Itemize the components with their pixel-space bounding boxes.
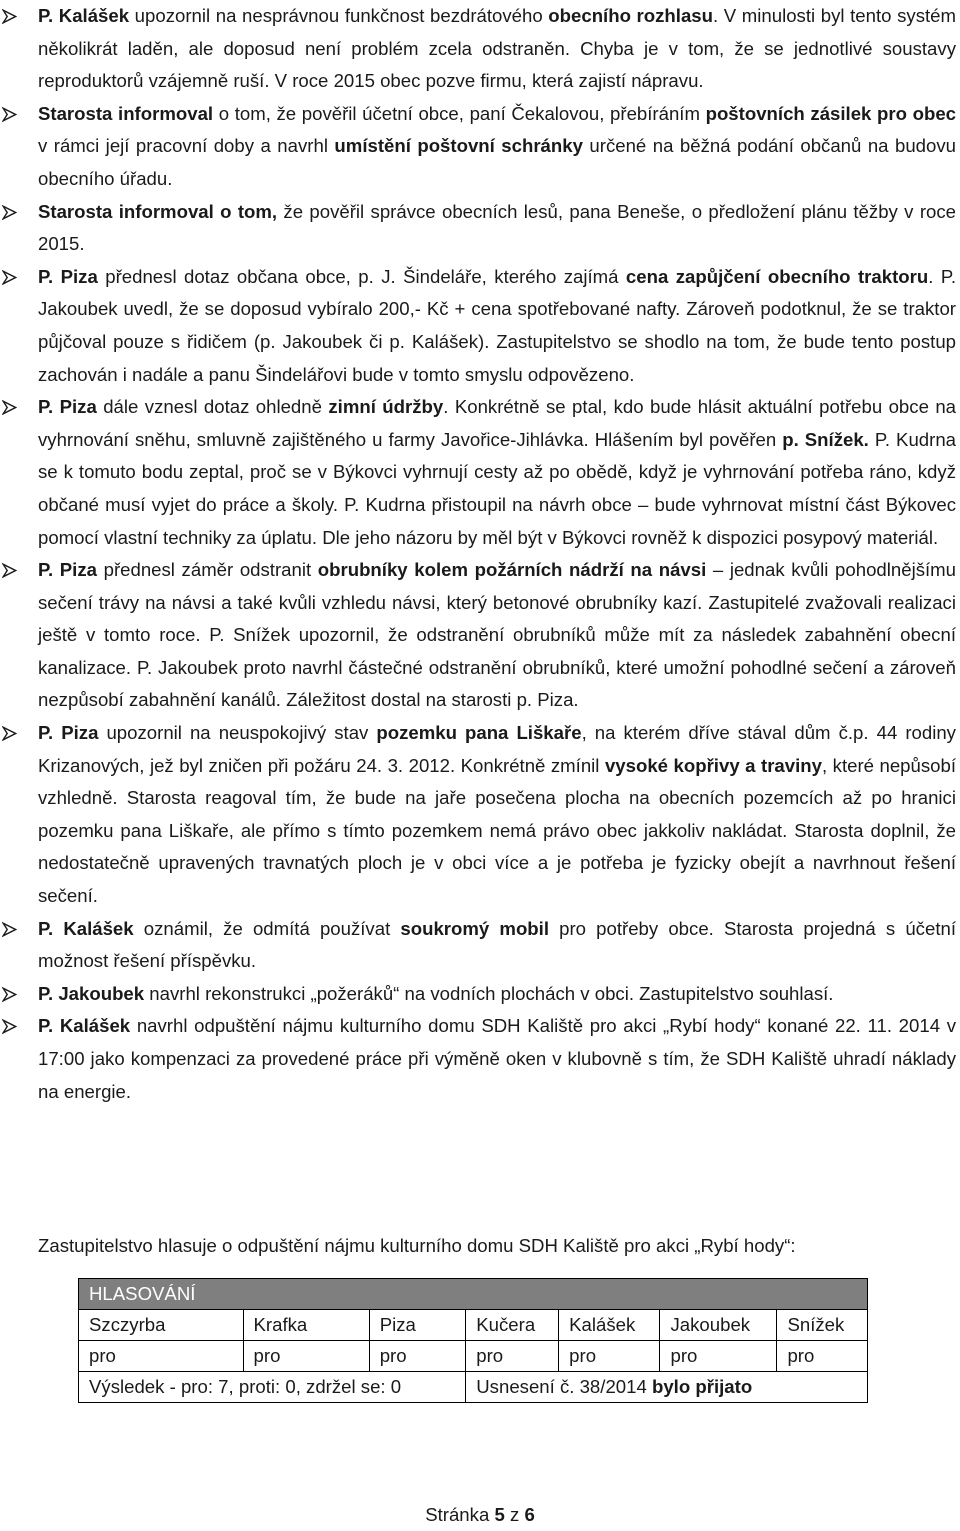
minutes-item [0,391,960,554]
footer-page-label: Stránka [425,1504,495,1525]
emphasis-text: P. Piza [38,396,97,418]
body-text: oznámil, že odmítá používat [133,917,401,939]
voter-name: Kalášek [559,1310,660,1341]
emphasis-text: P. Jakoubek [38,982,145,1004]
vote-value: pro [559,1341,660,1372]
minutes-item [0,0,960,98]
body-text: P. Kudrna se k tomuto bodu zeptal, proč se v Býkovci vyhrnují cesty až po obědě, když je vyhrnování potřeba ráno, když občané musí vyjet do práce a školy. P. Kudrna přistoupil na návrh obce – bude vyhrnovat místní část Býkovec pomocí vlastní techniky za úplatu. Dle jeho názoru by měl být v Býkovci rovněž k dispozici posypový materiál. [38,428,956,548]
vote-value: pro [777,1341,868,1372]
emphasis-text: Starosta informoval [38,102,214,124]
body-text: , které nepůsobí vzhledně. Starosta reagoval tím, že bude na jaře posečena plocha na obecních pozemcích až po hranici pozemku pana Liškaře, ale přímo s tímto pozemkem nemá právo obec jakkoliv nakládat. Starosta doplnil, že nedostatečně upravených travnatých ploch je v obci více a je potřeba je fyzicky obejít a navrhnout řešení sečení. [38,754,956,907]
voter-name: Snížek [777,1310,868,1341]
arrowhead-bullet-icon [0,98,38,131]
body-text: navrhl odpuštění nájmu kulturního domu SDH Kaliště pro akci „Rybí hody“ konané 22. 11. 2014 v 17:00 jako kompenzaci za provedené práce při výměně oken v klubovně s tím, že SDH Kaliště uhradí náklady na energie. [38,1015,957,1102]
voting-result-row [79,1372,868,1403]
vote-result: Výsledek - pro: 7, proti: 0, zdržel se: 0 [79,1372,466,1403]
emphasis-text: poštovních zásilek pro obec [705,102,956,124]
minutes-item [0,978,960,1011]
voting-header: HLASOVÁNÍ [79,1279,868,1310]
body-text: o tom, že pověřil účetní obce, paní Čekalovou, přebíráním [213,102,706,124]
vote-value: pro [369,1341,466,1372]
resolution-number: Usnesení č. 38/2014 [476,1376,652,1397]
emphasis-text: umístění poštovní schránky [334,135,583,157]
voter-name: Piza [369,1310,466,1341]
arrowhead-bullet-icon [0,554,38,587]
voter-name: Jakoubek [660,1310,777,1341]
emphasis-text: zimní údržby [328,396,444,418]
voter-name: Kučera [466,1310,559,1341]
emphasis-text: obrubníky kolem požárních nádrží na návsi [317,559,707,581]
minutes-item [0,913,960,978]
body-text: přednesl dotaz občana obce, p. J. Šindeláře, kterého zajímá [97,265,626,287]
arrowhead-bullet-icon [0,196,38,229]
emphasis-text: P. Kalášek [38,1015,131,1037]
resolution-cell [466,1372,868,1403]
emphasis-text: p. Snížek. [782,428,869,450]
body-text: přednesl záměr odstranit [97,559,318,581]
vote-value: pro [79,1341,244,1372]
voting-header-row [79,1279,868,1310]
voter-name: Krafka [243,1310,369,1341]
body-text: pro potřeby obce. Starosta projedná s účetní možnost řešení příspěvku. [38,917,956,972]
page-footer [0,1504,960,1526]
footer-total-pages: 6 [524,1504,535,1525]
minutes-item [0,1010,960,1108]
voting-table [78,1278,868,1403]
minutes-item [0,261,960,391]
emphasis-text: pozemku pana Liškaře [376,722,582,744]
arrowhead-bullet-icon [0,261,38,294]
body-text: . Konkrétně se ptal, kdo bude hlásit aktuální potřebu obce na vyhrnování sněhu, smluvně zajištěného u farmy Javořice-Jihlávka. Hlášením byl pověřen [38,396,957,450]
vote-value: pro [660,1341,777,1372]
emphasis-text: obecního rozhlasu [548,5,713,26]
emphasis-text: P. Piza [38,559,97,581]
emphasis-text: P. Piza [38,265,98,287]
body-text: . V minulosti byl tento systém několikrát laděn, ale doposud není problém zcela odstraněn. Chyba je v tom, že se jednotlivé soustavy reproduktorů vzájemně ruší. V roce 2015 obec pozve firmu, která zajistí nápravu. [38,5,956,92]
voting-values-row [79,1341,868,1372]
emphasis-text: P. Kalášek [38,5,130,26]
minutes-item [0,717,960,913]
emphasis-text: Starosta informoval o tom, [38,200,278,222]
arrowhead-bullet-icon [0,0,38,33]
footer-current-page: 5 [494,1504,505,1525]
emphasis-text: P. Kalášek [38,917,134,939]
footer-separator: z [504,1504,525,1525]
arrowhead-bullet-icon [0,1010,38,1043]
arrowhead-bullet-icon [0,913,38,946]
body-text: – jednak kvůli pohodlnějšímu sečení trávy na návsi a také kvůli vzhledu návsi, který betonové obrubníky kazí. Zastupitelé zvažovali realizaci ještě v tomto roce. P. Snížek upozornil, že odstranění obrubníků může mít za následek zabahnění obecní kanalizace. P. Jakoubek proto navrhl částečné odstranění obrubníků, které umožní pohodlné sečení a zároveň nezpůsobí zabahnění kanálů. Záležitost dostal na starosti p. Piza. [38,559,956,711]
emphasis-text: vysoké kopřivy a traviny [604,754,822,776]
vote-intro: Zastupitelstvo hlasuje o odpuštění nájmu kulturního domu SDH Kaliště pro akci „Rybí hody“: [38,1235,796,1256]
body-text: , na kterém dříve stával dům č.p. 44 rodiny Krizanových, jež byl zničen při požáru 24. 3. 2012. Konkrétně zmínil [38,722,956,776]
arrowhead-bullet-icon [0,978,38,1011]
voting-names-row [79,1310,868,1341]
body-text: . P. Jakoubek uvedl, že se doposud vybíralo 200,- Kč + cena spotřebované nafty. Zároveň podotknul, že se traktor půjčoval pouze s řidičem (p. Jakoubek či p. Kalášek). Zastupitelstvo se shodlo na tom, že bude tento postup zachován i nadále a panu Šindelářovi bude v tomto smyslu odpovězeno. [38,265,956,385]
minutes-item [0,196,960,261]
emphasis-text: P. Piza [38,722,99,744]
vote-value: pro [466,1341,559,1372]
resolution-status: bylo přijato [651,1376,753,1397]
vote-value: pro [243,1341,369,1372]
body-text: určené na běžná podání občanů na budovu obecního úřadu. [38,135,956,189]
body-text: že pověřil správce obecních lesů, pana Beneše, o předložení plánu těžby v roce 2015. [38,200,956,255]
emphasis-text: soukromý mobil [400,917,549,939]
minutes-item [0,98,960,196]
body-text: v rámci její pracovní doby a navrhl [38,135,335,157]
body-text: navrhl rekonstrukci „požeráků“ na vodních plochách v obci. Zastupitelstvo souhlasí. [144,982,834,1004]
arrowhead-bullet-icon [0,717,38,750]
minutes-item [0,554,960,717]
body-text: dále vznesl dotaz ohledně [96,396,329,418]
arrowhead-bullet-icon [0,391,38,424]
body-text: upozornil na neuspokojivý stav [98,722,377,744]
body-text: upozornil na nesprávnou funkčnost bezdrátového [129,5,549,26]
emphasis-text: cena zapůjčení obecního traktoru [625,265,929,287]
voter-name: Szczyrba [79,1310,244,1341]
